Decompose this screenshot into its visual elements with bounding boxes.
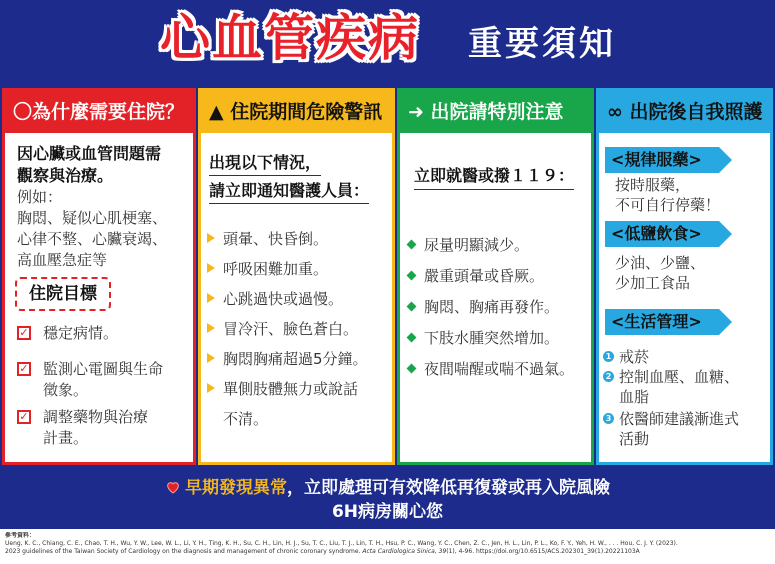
body-line: 心律不整、心臟衰竭、 [17, 230, 168, 248]
arrow-icon [207, 323, 215, 333]
references-label: 參考資料： [5, 532, 36, 539]
column-heading: ➜ 出院請特別注意 [400, 91, 591, 133]
intro-line: 立即就醫或撥１１９： [414, 163, 574, 190]
list-item [408, 265, 544, 287]
arrow-icon [207, 383, 215, 393]
diamond-icon [407, 332, 417, 342]
text-line: 少加工食品 [615, 274, 691, 292]
list-item [207, 287, 343, 311]
list-item-text: 嚴重頭暈或昏厥。 [424, 267, 545, 285]
list-item [408, 234, 529, 256]
heart-icon [165, 479, 181, 495]
list-item [408, 358, 574, 380]
reference-text: (1), 4-96. https://doi.org/10.6515/ACS.202301_39(1).20221103A [446, 548, 640, 555]
reference-line [5, 548, 770, 556]
column-heading: ▲ 住院期間危險警訊 [201, 91, 392, 133]
example-text [17, 187, 167, 271]
goal-item [17, 407, 148, 449]
intro-line: 觀察與治療。 [17, 166, 114, 185]
references [0, 529, 775, 564]
column-heading: ∞ 出院後自我照護 [599, 91, 770, 133]
goal-item [17, 359, 163, 401]
life-item [603, 367, 739, 407]
body-line: 例如： [17, 188, 63, 206]
text-line: 不可自行停藥！ [615, 196, 721, 214]
section-text [615, 175, 720, 215]
section-tag: <生活管理> [605, 309, 719, 335]
column-heading: 〇為什麼需要住院？ [5, 91, 193, 133]
intro-line: 出現以下情況， [209, 151, 321, 176]
life-item [603, 409, 739, 449]
arrow-icon [207, 263, 215, 273]
number-circle-icon: 3 [603, 413, 614, 424]
goal-title: 住院目標 [15, 277, 111, 311]
intro-line: 因心臟或血管問題需 [17, 144, 162, 163]
text-line: 活動 [619, 430, 650, 448]
header [0, 0, 775, 80]
column-discharge-notes [397, 88, 594, 465]
list-item [207, 317, 358, 341]
list-item-text: 心跳過快或過慢。 [223, 290, 344, 308]
page-title: 心血管疾病 [160, 9, 420, 67]
list-item-text: 頭暈、快昏倒。 [223, 230, 329, 248]
text-line: 控制血壓、血糖、 [619, 368, 740, 386]
arrow-icon [207, 353, 215, 363]
goal-item [17, 323, 118, 344]
check-icon: ✓ [17, 362, 31, 376]
life-item [603, 347, 649, 367]
intro-text [17, 143, 161, 187]
reference-text: 2023 guidelines of the Taiwan Society of Cardiology on the diagnosis and management of chronic coronary syndrome. [5, 548, 363, 555]
footer-text: ，立即處理可有效降低再復發或再入院風險 [287, 478, 610, 498]
goal-line: 監測心電圖與生命 [43, 360, 164, 378]
section-text [615, 253, 705, 293]
goal-line: 計畫。 [43, 429, 89, 447]
column-why-hospitalized [2, 88, 196, 465]
check-icon: ✓ [17, 326, 31, 340]
arrow-icon [207, 293, 215, 303]
page-subtitle: 重要須知 [468, 24, 616, 64]
list-item-text: 冒冷汗、臉色蒼白。 [223, 320, 359, 338]
text-line: 按時服藥， [615, 176, 691, 194]
list-item-text: 夜間喘醒或喘不過氣。 [424, 360, 575, 378]
list-item [408, 327, 559, 349]
goal-line: 徵象。 [43, 381, 89, 399]
list-item-text: 胸悶、胸痛再發作。 [424, 298, 560, 316]
number-circle-icon: 1 [603, 351, 614, 362]
list-item [207, 227, 328, 251]
text-line: 戒菸 [619, 348, 650, 366]
section-tag: <低鹽飲食> [605, 221, 719, 247]
list-item [408, 296, 559, 318]
goal-line: 調整藥物與治療 [43, 408, 149, 426]
check-icon: ✓ [17, 410, 31, 424]
column-self-care [596, 88, 773, 465]
diamond-icon [407, 239, 417, 249]
list-item-text: 胸悶胸痛超過5分鐘。 [223, 350, 368, 368]
footer-signature: 6H病房關心您 [331, 502, 444, 522]
text-line: 血脂 [619, 388, 650, 406]
list-item [207, 377, 358, 401]
list-item-text: 單側肢體無力或說話 [223, 380, 359, 398]
footer-highlight: 早期發現異常 [185, 478, 287, 498]
number-circle-icon: 2 [603, 371, 614, 382]
list-item-text: 尿量明顯減少。 [424, 236, 530, 254]
list-item-text: 呼吸困難加重。 [223, 260, 329, 278]
body-line: 高血壓急症等 [17, 251, 108, 269]
diamond-icon [407, 363, 417, 373]
section-tag: <規律服藥> [605, 147, 719, 173]
list-item-text: 下肢水腫突然增加。 [424, 329, 560, 347]
list-item [207, 257, 328, 281]
list-item [207, 347, 368, 371]
reference-line: Ueng, K. C., Chiang, C. E., Chao, T. H., Wu, Y. W., Lee, W. L., Li, Y. H., Ting, K. H., Su, C. H., Lin, H. J., Su, T. C., Liu, T. J., Lin, T. H., Hsu, P. C., Wang, Y. C., Chen, Z. C., Jen, H. L., Lin, P. L., Ko, F. Y., Yeh, H. W., . . . Hou, C. J. Y. (2023). [5, 540, 678, 547]
text-line: 依醫師建議漸進式 [619, 410, 740, 428]
body-line: 胸悶、疑似心肌梗塞、 [17, 209, 168, 227]
intro-line: 請立即通知醫護人員： [209, 179, 369, 204]
footer-message [0, 476, 775, 500]
reference-journal: Acta Cardiologica Sinica, 39 [362, 548, 447, 555]
arrow-icon [207, 233, 215, 243]
text-line: 少油、少鹽、 [615, 254, 706, 272]
column-danger-signs [198, 88, 395, 465]
goal-line: 穩定病情。 [43, 324, 119, 342]
list-item-continued: 不清。 [223, 410, 269, 428]
diamond-icon [407, 301, 417, 311]
diamond-icon [407, 270, 417, 280]
